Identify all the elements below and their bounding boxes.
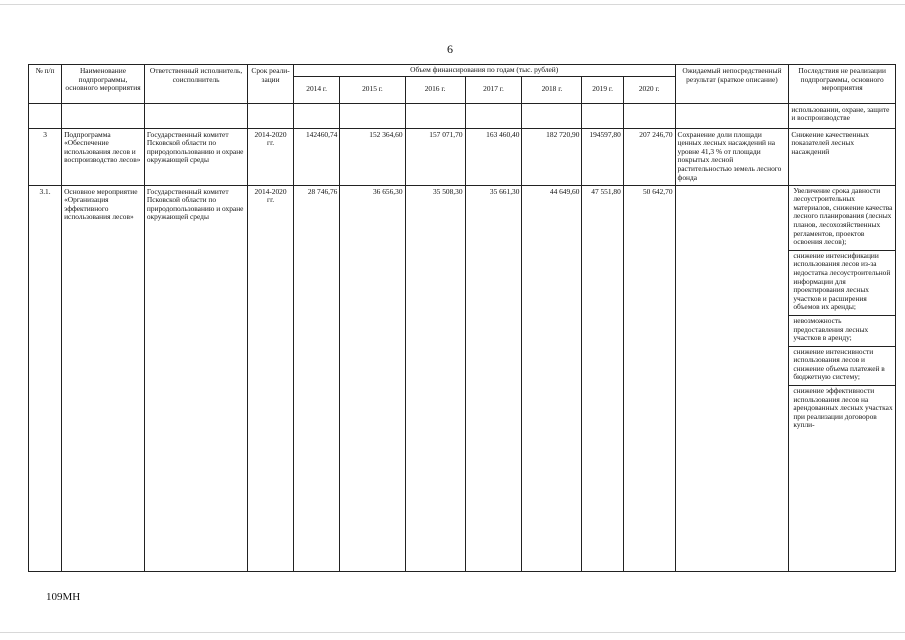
header-financing: Объем финансирования по годам (тыс. рублей)	[293, 65, 675, 77]
row-name: Подпрограмма «Обеспечение использования лесов и воспроизводство лесов»	[62, 128, 145, 185]
value-cell: 35 508,30	[405, 185, 465, 571]
header-year: 2020 г.	[623, 76, 675, 103]
scan-edge-bottom	[0, 632, 905, 633]
financing-table	[28, 64, 896, 572]
value-cell: 157 071,70	[405, 128, 465, 185]
value-cell: 152 364,60	[340, 128, 405, 185]
header-name: Наименование подпрограммы, основного мероприятия	[62, 65, 145, 104]
table-row-carryover	[29, 103, 896, 128]
consequence-note: снижение эффективности использования лесов на арендованных лесных участках при реализации договоров купли-	[793, 386, 893, 430]
carryover-text: использовании, охране, защите и воспроизводстве	[789, 103, 896, 128]
row-consequences	[789, 185, 896, 571]
scan-edge-top	[0, 4, 905, 5]
row-responsible: Государственный комитет Псковской области по природопользованию и охране окружающей среды	[144, 128, 247, 185]
row-result	[675, 185, 789, 571]
row-term: 2014-2020 гг.	[248, 128, 294, 185]
header-year: 2016 г.	[405, 76, 465, 103]
row-num: 3	[29, 128, 62, 185]
value-cell: 44 649,60	[522, 185, 582, 571]
header-year: 2018 г.	[522, 76, 582, 103]
header-num: № п/п	[29, 65, 62, 104]
consequence-note: Увеличение срока давности лесоустроительных материалов, снижение качества лесного планирования (лесных планов, лесохозяйственных регламентов, проектов освоения лесов);	[789, 186, 895, 251]
row-result: Сохранение доли площади ценных лесных насаждений на уровне 41,3 % от площади покрытых лесной растительностью земель лесного фонда	[675, 128, 789, 185]
header-consequences: Последствия не реализации подпрограммы, основного мероприятия	[789, 65, 896, 104]
consequence-note: снижение интенсивности использования лесов и снижение объема платежей в бюджетную систему;	[789, 347, 895, 386]
value-cell: 50 642,70	[623, 185, 675, 571]
header-year: 2019 г.	[582, 76, 623, 103]
header-responsible: Ответственный исполнитель, соисполнитель	[144, 65, 247, 104]
value-cell: 207 246,70	[623, 128, 675, 185]
consequence-note: снижение интенсификации использования лесов из-за недостатка лесоустроительной информации для проектирования лесных участков и расширения объемов их аренды;	[789, 251, 895, 316]
value-cell: 194597,80	[582, 128, 623, 185]
table-row	[29, 185, 896, 571]
value-cell: 182 720,90	[522, 128, 582, 185]
header-year: 2014 г.	[293, 76, 340, 103]
value-cell: 36 656,30	[340, 185, 405, 571]
header-year: 2015 г.	[340, 76, 405, 103]
row-term: 2014-2020 гг.	[248, 185, 294, 571]
row-name: Основное мероприятие «Организация эффективного использования лесов»	[62, 185, 145, 571]
header-term: Срок реали- зации	[248, 65, 294, 104]
row-responsible: Государственный комитет Псковской области по природопользованию и охране окружающей среды	[144, 185, 247, 571]
header-year: 2017 г.	[465, 76, 522, 103]
table-row	[29, 128, 896, 185]
consequence-note: невозможность предоставления лесных участков в аренду;	[789, 316, 895, 347]
value-cell: 142460,74	[293, 128, 340, 185]
table-header-row	[29, 65, 896, 77]
footer-code: 109МН	[46, 591, 81, 603]
value-cell: 47 551,80	[582, 185, 623, 571]
value-cell: 35 661,30	[465, 185, 522, 571]
header-result: Ожидаемый непосредственный результат (краткое описание)	[675, 65, 789, 104]
row-consequences: Снижение качественных показателей лесных насаждений	[789, 128, 896, 185]
value-cell: 28 746,76	[293, 185, 340, 571]
page-number: 6	[447, 42, 453, 56]
value-cell: 163 460,40	[465, 128, 522, 185]
row-num: 3.1.	[29, 185, 62, 571]
